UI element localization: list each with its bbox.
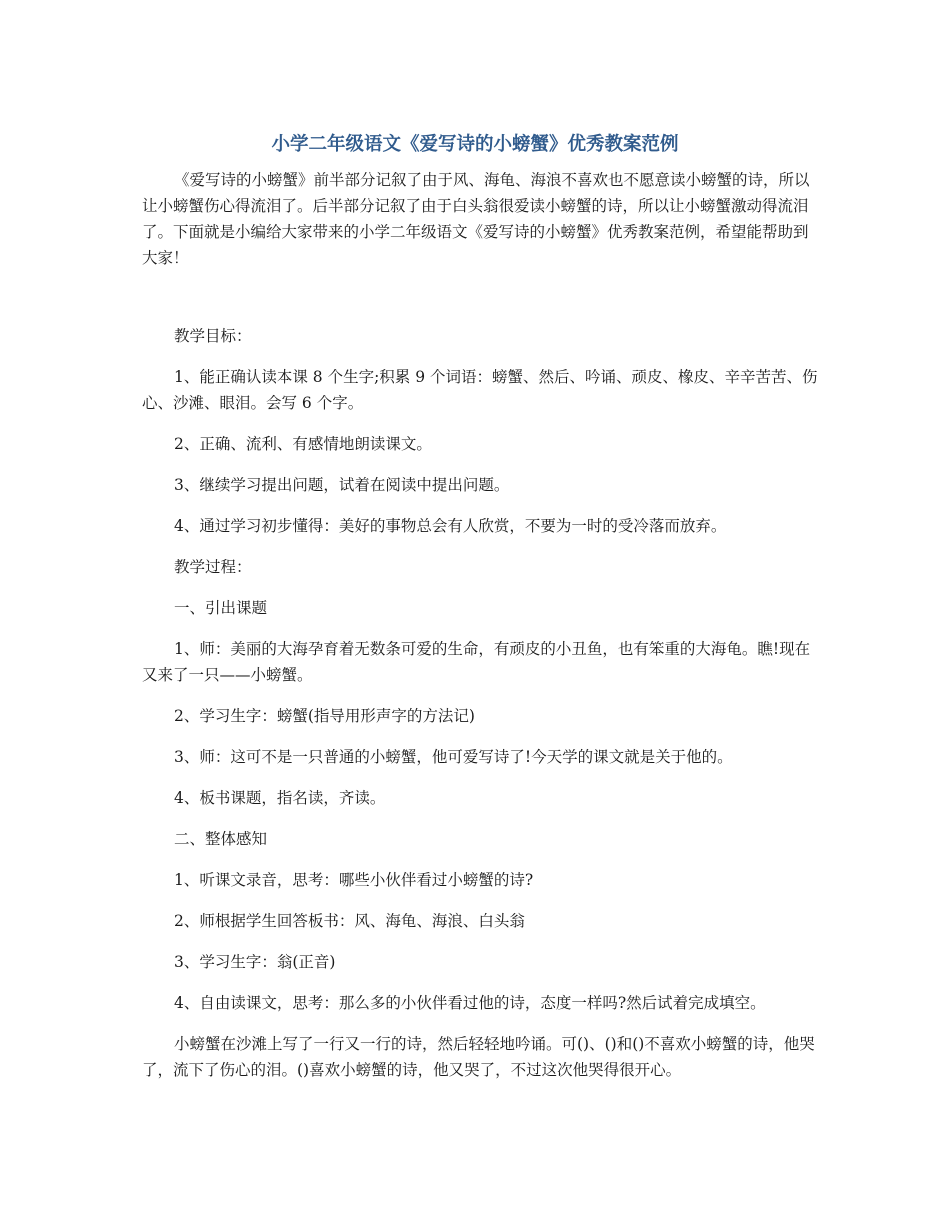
page-title: 小学二年级语文《爱写诗的小螃蟹》优秀教案范例 — [271, 134, 679, 155]
step-2-4: 4、自由读课文，思考：那么多的小伙伴看过他的诗，态度一样吗?然后试着完成填空。 — [174, 994, 766, 1012]
step-2-2: 2、师根据学生回答板书：风、海龟、海浪、白头翁 — [174, 912, 525, 930]
objective-1: 1、能正确认读本课 8 个生字;积累 9 个词语：螃蟹、然后、吟诵、顽皮、橡皮、辛辛苦苦、伤心、沙滩、眼泪。会写 6 个字。 — [142, 368, 818, 412]
spacer — [142, 271, 822, 323]
objective-4: 4、通过学习初步懂得：美好的事物总会有人欣赏，不要为一时的受冷落而放弃。 — [174, 517, 727, 535]
step-2-1: 1、听课文录音，思考：哪些小伙伴看过小螃蟹的诗? — [174, 871, 534, 889]
step-2-3: 3、学习生字：翁(正音) — [174, 953, 336, 971]
section-heading-process: 教学过程： — [174, 558, 252, 576]
step-1-3: 3、师：这可不是一只普通的小螃蟹，他可爱写诗了!今天学的课文就是关于他的。 — [174, 748, 733, 766]
subsection-heading-overview: 二、整体感知 — [174, 830, 268, 848]
section-heading-objectives: 教学目标： — [174, 327, 252, 345]
fill-blank-paragraph: 小螃蟹在沙滩上写了一行又一行的诗，然后轻轻地吟诵。可()、()和()不喜欢小螃蟹的诗，他哭了，流下了伤心的泪。()喜欢小螃蟹的诗，他又哭了，不过这次他哭得很开心。 — [142, 1035, 815, 1079]
intro-paragraph: 《爱写诗的小螃蟹》前半部分记叙了由于风、海龟、海浪不喜欢也不愿意读小螃蟹的诗，所以让小螃蟹伤心得流泪了。后半部分记叙了由于白头翁很爱读小螃蟹的诗，所以让小螃蟹激动得流泪了。下面就是小编给大家带来的小学二年级语文《爱写诗的小螃蟹》优秀教案范例，希望能帮助到大家！ — [142, 171, 810, 267]
step-1-1: 1、师：美丽的大海孕育着无数条可爱的生命，有顽皮的小丑鱼，也有笨重的大海龟。瞧!现在又来了一只——小螃蟹。 — [142, 640, 811, 684]
step-1-2: 2、学习生字：螃蟹(指导用形声字的方法记) — [174, 707, 475, 725]
objective-2: 2、正确、流利、有感情地朗读课文。 — [174, 435, 432, 453]
subsection-heading-intro: 一、引出课题 — [174, 599, 268, 617]
document-body — [142, 167, 822, 1083]
objective-3: 3、继续学习提出问题，试着在阅读中提出问题。 — [174, 476, 510, 494]
step-1-4: 4、板书课题，指名读，齐读。 — [174, 789, 386, 807]
